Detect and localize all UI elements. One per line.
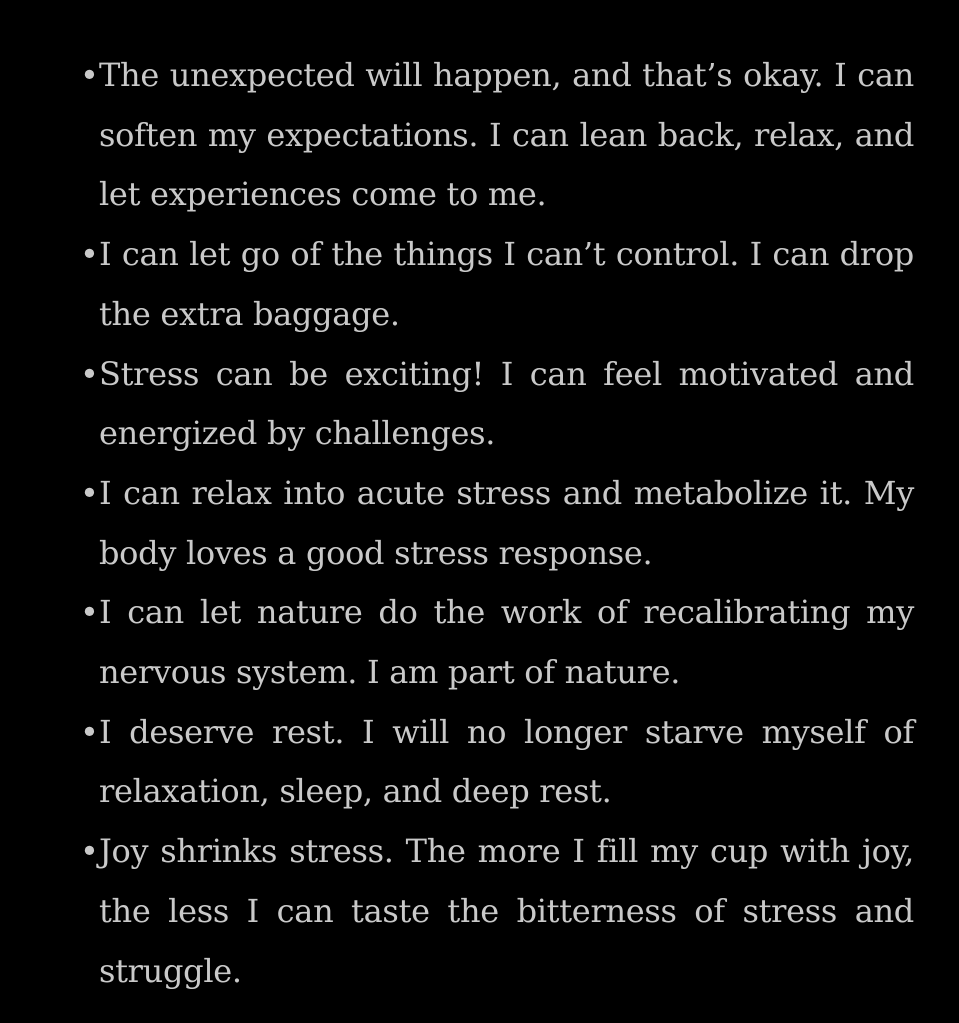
list-item	[78, 46, 914, 225]
list-item	[78, 345, 914, 464]
list-item-text: I can let nature do the work of recalibrating my nervous system. I am part of nature.	[99, 593, 914, 692]
list-item	[78, 822, 914, 1001]
list-item-text: I deserve rest. I will no longer starve myself of relaxation, sleep, and deep rest.	[99, 712, 914, 811]
list-item-text: The unexpected will happen, and that’s okay. I can soften my expectations. I can lean back, relax, and let experiences come to me.	[99, 56, 914, 214]
list-item	[78, 703, 914, 822]
bullet-icon: •	[80, 832, 99, 871]
list-item-text: Stress can be exciting! I can feel motivated and energized by challenges.	[99, 354, 914, 453]
bullet-icon: •	[80, 712, 99, 751]
bullet-icon: •	[80, 593, 99, 632]
list-item-text: Joy shrinks stress. The more I fill my cup with joy, the less I can taste the bitterness of stress and struggle.	[99, 832, 914, 990]
bullet-icon: •	[80, 473, 99, 512]
list-item	[78, 464, 914, 583]
bullet-icon: •	[80, 354, 99, 393]
bullet-icon: •	[80, 235, 99, 274]
affirmation-list	[78, 46, 914, 1001]
list-item-text: I can relax into acute stress and metabolize it. My body loves a good stress response.	[99, 473, 914, 572]
bullet-icon: •	[80, 56, 99, 94]
list-item	[78, 225, 914, 344]
list-item-text: I can let go of the things I can’t control. I can drop the extra baggage.	[99, 235, 914, 333]
list-item	[78, 583, 914, 702]
